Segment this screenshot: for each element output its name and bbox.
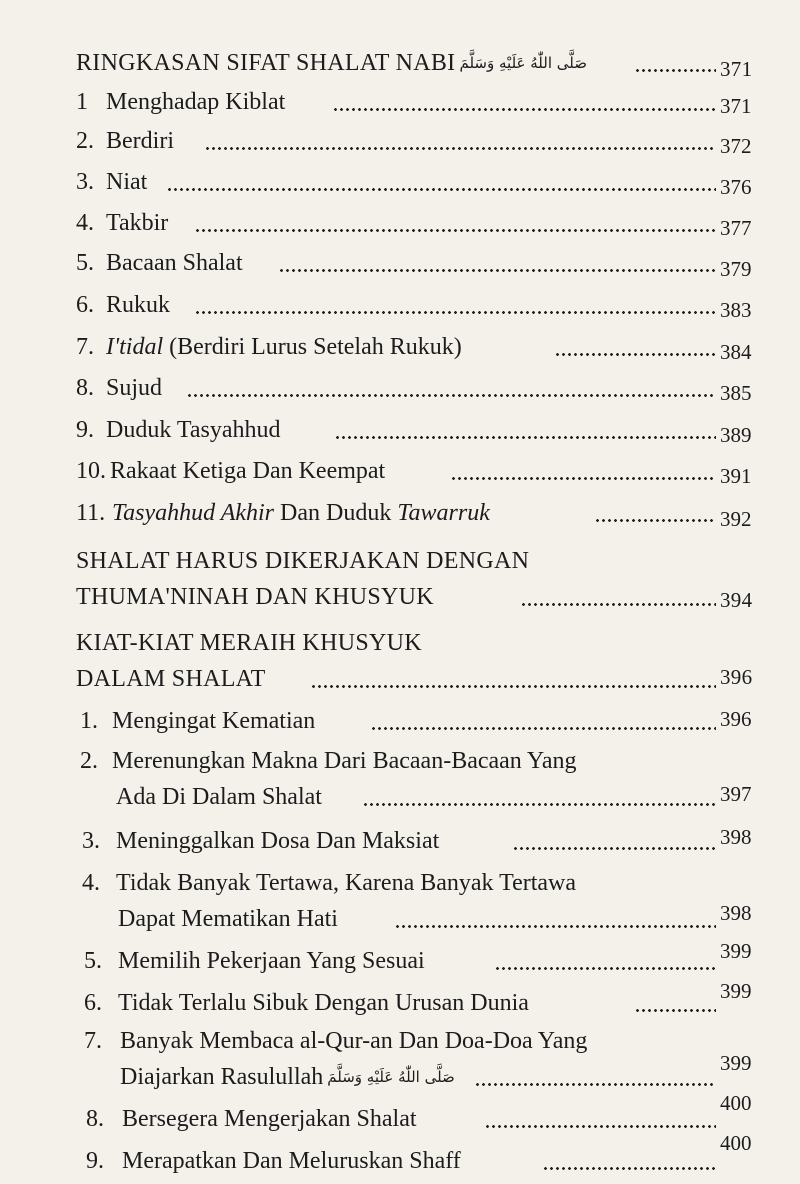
entry-number: 2. — [76, 128, 94, 154]
leader-dots — [496, 946, 716, 976]
page-number: 385 — [720, 381, 752, 405]
entry-title: Tidak Banyak Tertawa, Karena Banyak Tertawa — [116, 870, 577, 896]
entry-title: Memilih Pekerjaan Yang Sesuai — [118, 948, 425, 974]
page-number: 400 — [720, 1091, 752, 1115]
entry-number: 6. — [76, 292, 94, 318]
entry-title: Bersegera Mengerjakan Shalat — [122, 1106, 417, 1132]
leader-dots — [522, 582, 716, 612]
entry-number: 1 — [76, 89, 88, 115]
entry-title: Tidak Terlalu Sibuk Dengan Urusan Dunia — [118, 990, 529, 1016]
entry-number: 10. — [76, 458, 106, 484]
section-title: THUMA'NINAH DAN KHUSYUK — [76, 584, 434, 610]
entry-title-italic: Tasyahhud Akhir — [112, 500, 275, 526]
leader-dots — [636, 48, 716, 78]
leader-dots — [636, 988, 716, 1018]
entry-title: Merapatkan Dan Meluruskan Shaff — [122, 1148, 461, 1174]
section-title: KIAT-KIAT MERAIH KHUSYUK — [76, 630, 422, 656]
entry-title: Mengingat Kematian — [112, 708, 316, 734]
leader-dots — [544, 1146, 716, 1176]
page-number: 377 — [720, 216, 752, 240]
entry-title-italic: Tawarruk — [397, 500, 490, 526]
leader-dots — [168, 167, 716, 197]
page-number: 389 — [720, 423, 752, 447]
section-title: DALAM SHALAT — [76, 666, 266, 692]
page-number: 399 — [720, 979, 752, 1003]
leader-dots — [196, 290, 716, 320]
entry-number: 3. — [82, 828, 100, 854]
leader-dots — [514, 826, 716, 856]
honorific-arabic: صَلَّى اللّٰهُ عَلَيْهِ وَسَلَّمَ — [459, 54, 587, 72]
entry-number: 5. — [84, 948, 102, 974]
entry-title: Diajarkan Rasulullah — [120, 1064, 324, 1090]
page-number: 394 — [720, 588, 753, 612]
leader-dots — [336, 415, 716, 445]
page-number: 392 — [720, 507, 752, 531]
page-number: 383 — [720, 298, 752, 322]
entry-number: 7. — [76, 334, 94, 360]
entry-number: 6. — [84, 990, 102, 1016]
page-number: 372 — [720, 134, 752, 158]
entry-title: Menghadap Kiblat — [106, 89, 286, 115]
leader-dots — [486, 1104, 716, 1134]
entry-number: 9. — [76, 417, 94, 443]
entry-title — [106, 332, 462, 362]
page-number: 376 — [720, 175, 752, 199]
page-number: 398 — [720, 825, 752, 849]
leader-dots — [396, 904, 716, 934]
page-number: 379 — [720, 257, 752, 281]
entry-title: Berdiri — [106, 128, 174, 154]
leader-dots — [334, 87, 716, 117]
page-number: 399 — [720, 939, 752, 963]
entry-title: Dapat Mematikan Hati — [118, 906, 338, 932]
section-title: RINGKASAN SIFAT SHALAT NABI — [76, 50, 456, 76]
entry-number: 9. — [86, 1148, 104, 1174]
page-number: 398 — [720, 901, 752, 925]
leader-dots — [188, 373, 716, 403]
page-number: 396 — [720, 707, 752, 731]
entry-title: Sujud — [106, 375, 163, 401]
leader-dots — [452, 456, 716, 486]
entry-number: 11. — [76, 500, 106, 526]
page-number: 399 — [720, 1051, 752, 1075]
entry-title-rest: (Berdiri Lurus Setelah Rukuk) — [163, 334, 462, 360]
page-number: 384 — [720, 340, 752, 364]
entry-title: Meninggalkan Dosa Dan Maksiat — [116, 828, 440, 854]
leader-dots — [556, 332, 716, 362]
entry-title — [112, 498, 490, 528]
entry-title: Rukuk — [106, 292, 171, 318]
page-number: 391 — [720, 464, 752, 488]
entry-title-rest: Dan Duduk — [274, 500, 398, 526]
entry-number: 5. — [76, 250, 94, 276]
page-number: 400 — [720, 1131, 752, 1155]
leader-dots — [596, 498, 716, 528]
entry-number: 1. — [80, 708, 98, 734]
leader-dots — [312, 664, 716, 694]
entry-title-italic: I'tidal — [106, 334, 164, 360]
page-number: 371 — [720, 57, 753, 81]
honorific-arabic: صَلَّى اللّٰهُ عَلَيْهِ وَسَلَّمَ — [327, 1068, 455, 1086]
entry-title: Rakaat Ketiga Dan Keempat — [110, 458, 386, 484]
entry-number: 8. — [76, 375, 94, 401]
page-number: 397 — [720, 782, 752, 806]
leader-dots — [476, 1062, 716, 1092]
page-number: 371 — [720, 94, 752, 118]
entry-number: 7. — [84, 1028, 102, 1054]
entry-number: 2. — [80, 748, 98, 774]
entry-title: Bacaan Shalat — [106, 250, 243, 276]
leader-dots — [372, 706, 716, 736]
section-title: SHALAT HARUS DIKERJAKAN DENGAN — [76, 548, 530, 574]
entry-title: Ada Di Dalam Shalat — [116, 784, 322, 810]
entry-number: 4. — [76, 210, 94, 236]
leader-dots — [280, 248, 716, 278]
entry-title: Merenungkan Makna Dari Bacaan-Bacaan Yang — [112, 748, 577, 774]
leader-dots — [364, 782, 716, 812]
entry-title: Banyak Membaca al-Qur-an Dan Doa-Doa Yang — [120, 1028, 588, 1054]
entry-title: Duduk Tasyahhud — [106, 417, 281, 443]
leader-dots — [196, 208, 716, 238]
entry-number: 4. — [82, 870, 100, 896]
entry-title: Niat — [106, 169, 148, 195]
entry-number: 3. — [76, 169, 94, 195]
entry-title: Takbir — [106, 210, 169, 236]
entry-number: 8. — [86, 1106, 104, 1132]
page-number: 396 — [720, 665, 753, 689]
leader-dots — [206, 126, 716, 156]
